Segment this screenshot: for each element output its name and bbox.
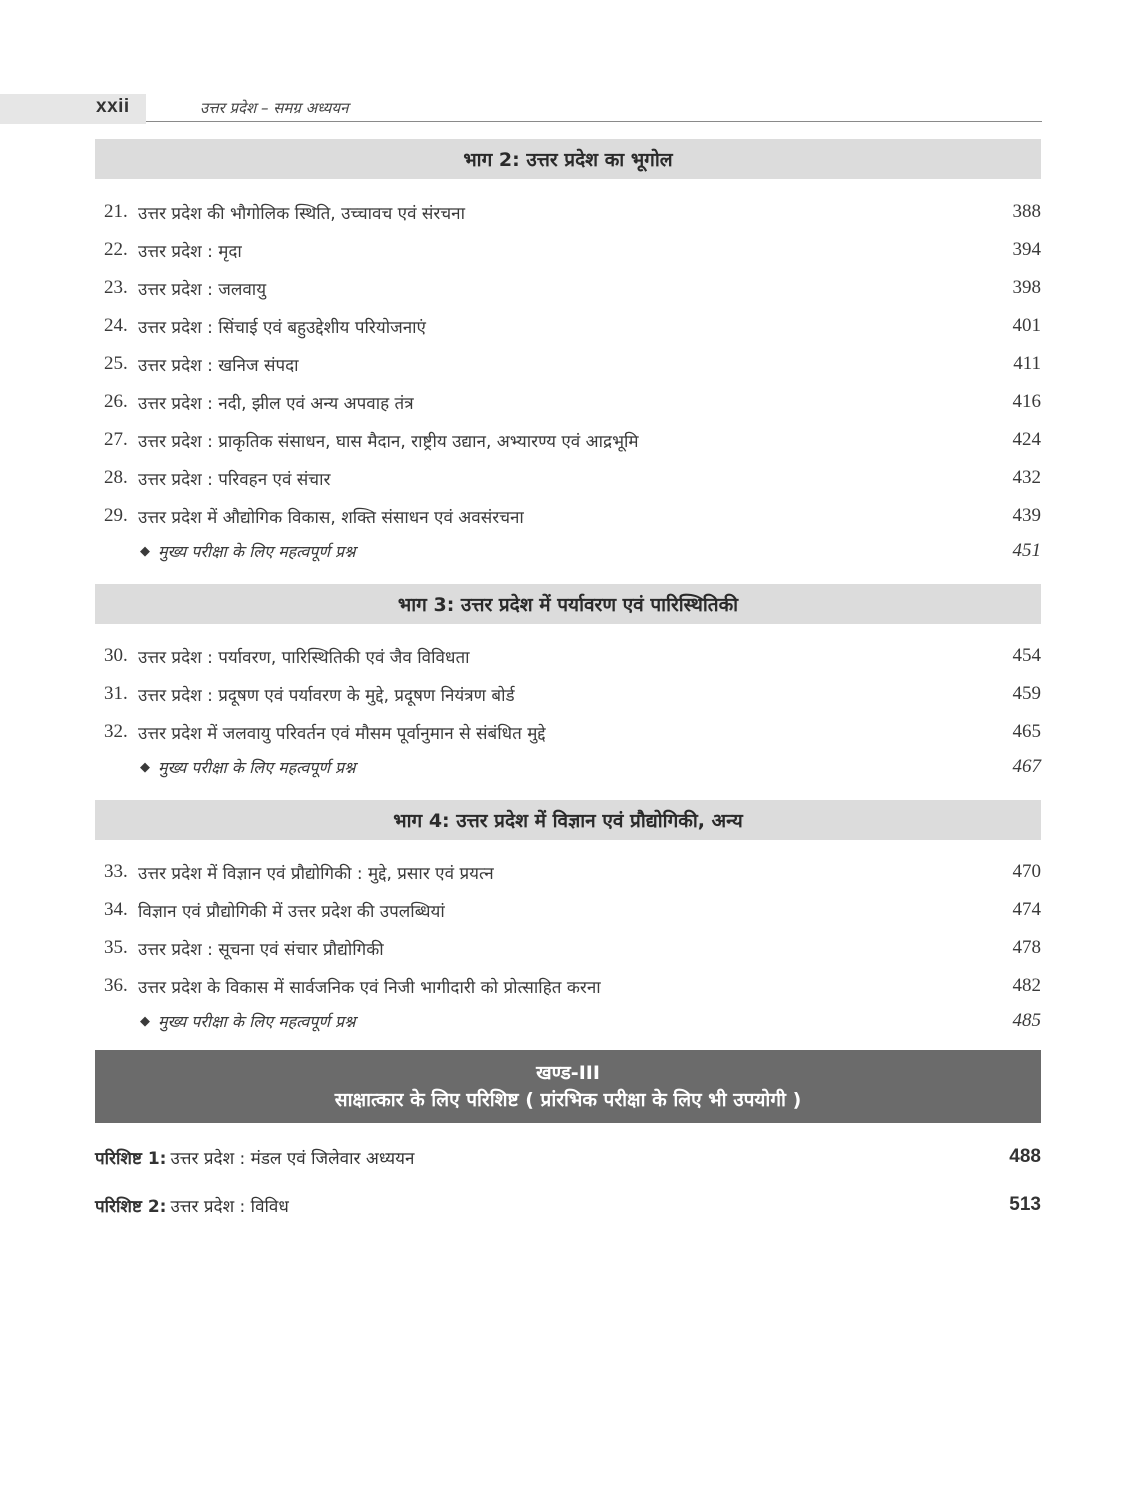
chapter-title: उत्तर प्रदेश : परिवहन एवं संचार — [138, 469, 331, 490]
chapter-title: विज्ञान एवं प्रौद्योगिकी में उत्तर प्रदेश की उपलब्धियां — [138, 901, 445, 922]
page-ref: 411 — [1013, 353, 1041, 374]
running-title: उत्तर प्रदेश – समग्र अध्ययन — [200, 99, 349, 117]
note-title: मुख्य परीक्षा के लिए महत्वपूर्ण प्रश्न — [158, 1012, 356, 1031]
chapter-title: उत्तर प्रदेश : सूचना एवं संचार प्रौद्योगिकी — [138, 939, 384, 960]
page-ref: 465 — [1012, 721, 1041, 742]
toc-note-row[interactable] — [140, 1006, 1041, 1036]
note-title: मुख्य परीक्षा के लिए महत्वपूर्ण प्रश्न — [158, 758, 356, 777]
toc-row[interactable] — [104, 387, 1041, 417]
page-ref: 485 — [1012, 1010, 1041, 1031]
chapter-title: उत्तर प्रदेश : नदी, झील एवं अन्य अपवाह तंत्र — [138, 393, 414, 414]
chapter-number: 28. — [104, 467, 128, 488]
part-2-heading: भाग 2: उत्तर प्रदेश का भूगोल — [95, 139, 1041, 179]
chapter-number: 21. — [104, 201, 128, 222]
chapter-number: 30. — [104, 645, 128, 666]
chapter-title: उत्तर प्रदेश : प्रदूषण एवं पर्यावरण के मुद्दे, प्रदूषण नियंत्रण बोर्ड — [138, 685, 515, 706]
part-4-heading: भाग 4: उत्तर प्रदेश में विज्ञान एवं प्रौद्योगिकी, अन्य — [95, 800, 1041, 840]
toc-row[interactable] — [104, 425, 1041, 455]
page-ref: 478 — [1012, 937, 1041, 958]
page-ref: 513 — [1009, 1194, 1041, 1215]
toc-row[interactable] — [104, 641, 1041, 671]
page-ref: 401 — [1012, 315, 1041, 336]
page-ref: 451 — [1012, 540, 1041, 561]
chapter-number: 36. — [104, 975, 128, 996]
section-title: साक्षात्कार के लिए परिशिष्ट ( प्रांरभिक परीक्षा के लिए भी उपयोगी ) — [334, 1088, 802, 1111]
page-ref: 488 — [1009, 1146, 1041, 1167]
chapter-number: 23. — [104, 277, 128, 298]
appendix-row[interactable] — [95, 1141, 1041, 1173]
page-ref: 398 — [1012, 277, 1041, 298]
page-header — [0, 94, 1143, 124]
page-ref: 474 — [1012, 899, 1041, 920]
toc-note-row[interactable] — [140, 752, 1041, 782]
chapter-title: उत्तर प्रदेश : सिंचाई एवं बहुउद्देशीय परियोजनाएं — [138, 317, 426, 338]
chapter-number: 25. — [104, 353, 128, 374]
chapter-title: उत्तर प्रदेश : प्राकृतिक संसाधन, घास मैदान, राष्ट्रीय उद्यान, अभ्यारण्य एवं आद्रभूमि — [138, 431, 639, 452]
diamond-bullet-icon: ◆ — [140, 759, 150, 775]
chapter-title: उत्तर प्रदेश में औद्योगिक विकास, शक्ति संसाधन एवं अवसंरचना — [138, 507, 524, 528]
note-title: मुख्य परीक्षा के लिए महत्वपूर्ण प्रश्न — [158, 542, 356, 561]
toc-row[interactable] — [104, 311, 1041, 341]
toc-row[interactable] — [104, 235, 1041, 265]
toc-row[interactable] — [104, 273, 1041, 303]
toc-note-row[interactable] — [140, 536, 1041, 566]
appendix-title: उत्तर प्रदेश : मंडल एवं जिलेवार अध्ययन — [170, 1148, 415, 1169]
chapter-number: 35. — [104, 937, 128, 958]
toc-row[interactable] — [104, 501, 1041, 531]
chapter-number: 32. — [104, 721, 128, 742]
toc-row[interactable] — [104, 349, 1041, 379]
section-number: खण्ड-III — [536, 1061, 600, 1084]
chapter-number: 33. — [104, 861, 128, 882]
page-ref: 424 — [1012, 429, 1041, 450]
chapter-title: उत्तर प्रदेश : खनिज संपदा — [138, 355, 299, 376]
toc-row[interactable] — [104, 463, 1041, 493]
page-ref: 454 — [1012, 645, 1041, 666]
toc-row[interactable] — [104, 679, 1041, 709]
appendix-title: उत्तर प्रदेश : विविध — [170, 1196, 289, 1217]
toc-row[interactable] — [104, 857, 1041, 887]
chapter-number: 29. — [104, 505, 128, 526]
page-ref: 482 — [1012, 975, 1041, 996]
diamond-bullet-icon: ◆ — [140, 543, 150, 559]
page-number: xxii — [96, 96, 130, 117]
page-ref: 467 — [1012, 756, 1041, 777]
page-ref: 388 — [1012, 201, 1041, 222]
diamond-bullet-icon: ◆ — [140, 1013, 150, 1029]
chapter-number: 27. — [104, 429, 128, 450]
toc-row[interactable] — [104, 971, 1041, 1001]
chapter-number: 26. — [104, 391, 128, 412]
toc-row[interactable] — [104, 717, 1041, 747]
page-ref: 394 — [1012, 239, 1041, 260]
appendix-label: परिशिष्ट 1: — [95, 1148, 167, 1169]
chapter-title: उत्तर प्रदेश की भौगोलिक स्थिति, उच्चावच एवं संरचना — [138, 203, 466, 224]
page-ref: 416 — [1012, 391, 1041, 412]
appendix-label: परिशिष्ट 2: — [95, 1196, 167, 1217]
chapter-title: उत्तर प्रदेश : पर्यावरण, पारिस्थितिकी एवं जैव विविधता — [138, 647, 470, 668]
appendix-row[interactable] — [95, 1189, 1041, 1221]
toc-row[interactable] — [104, 933, 1041, 963]
chapter-number: 34. — [104, 899, 128, 920]
page-ref: 470 — [1012, 861, 1041, 882]
chapter-number: 24. — [104, 315, 128, 336]
chapter-number: 22. — [104, 239, 128, 260]
page-ref: 459 — [1012, 683, 1041, 704]
part-3-heading: भाग 3: उत्तर प्रदेश में पर्यावरण एवं पारिस्थितिकी — [95, 584, 1041, 624]
chapter-number: 31. — [104, 683, 128, 704]
chapter-title: उत्तर प्रदेश : मृदा — [138, 241, 242, 262]
chapter-title: उत्तर प्रदेश : जलवायु — [138, 279, 267, 300]
chapter-title: उत्तर प्रदेश के विकास में सार्वजनिक एवं निजी भागीदारी को प्रोत्साहित करना — [138, 977, 601, 998]
header-rule — [146, 121, 1042, 122]
chapter-title: उत्तर प्रदेश में जलवायु परिवर्तन एवं मौसम पूर्वानुमान से संबंधित मुद्दे — [138, 723, 546, 744]
page-ref: 432 — [1012, 467, 1041, 488]
chapter-title: उत्तर प्रदेश में विज्ञान एवं प्रौद्योगिकी : मुद्दे, प्रसार एवं प्रयत्न — [138, 863, 494, 884]
toc-row[interactable] — [104, 197, 1041, 227]
toc-row[interactable] — [104, 895, 1041, 925]
page-ref: 439 — [1012, 505, 1041, 526]
section-3-banner — [95, 1050, 1041, 1123]
